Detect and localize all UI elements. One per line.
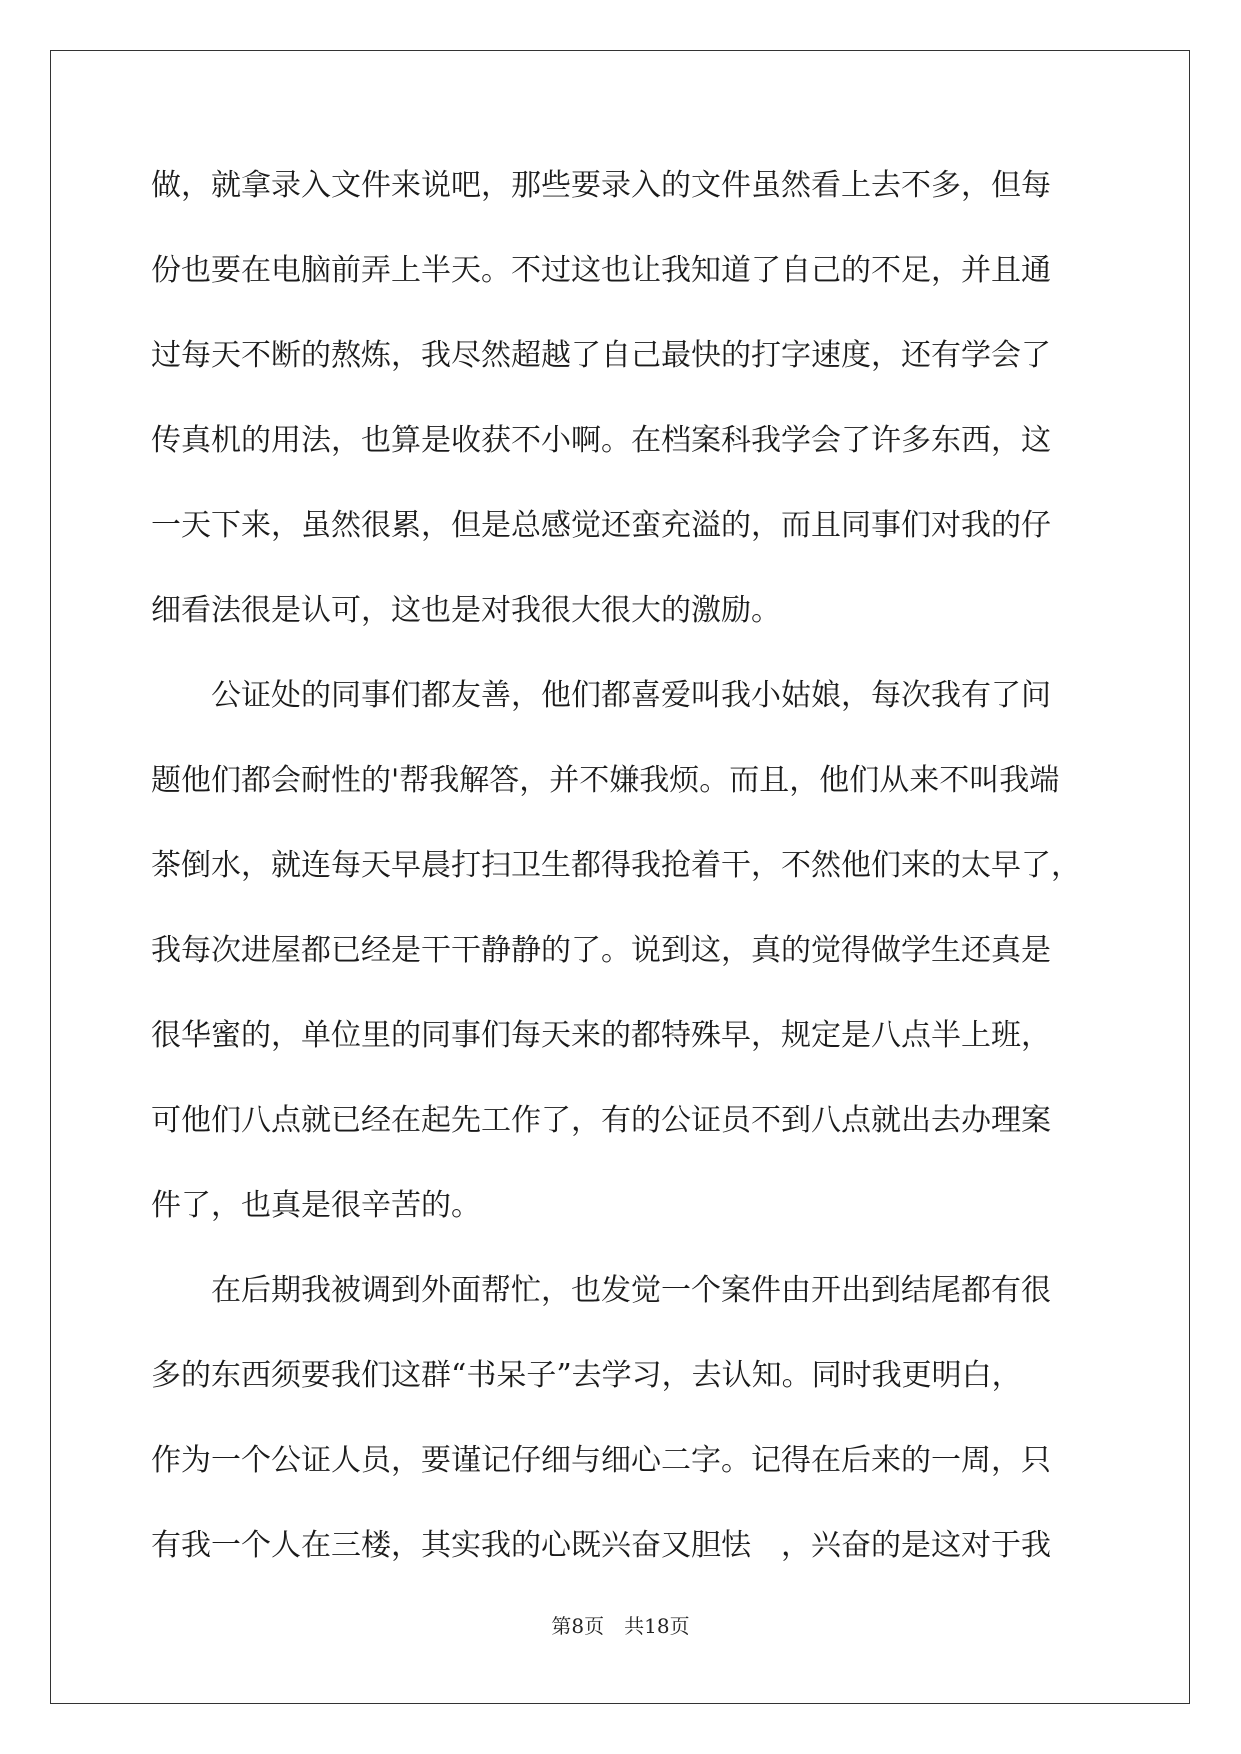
text-line: 题他们都会耐性的'帮我解答，并不嫌我烦。而且，他们从来不叫我端 — [151, 763, 1060, 798]
text-line: 传真机的用法，也算是收获不小啊。在档案科我学会了许多东西，这 — [151, 423, 1051, 458]
paragraph-first-line: 公证处的同事们都友善，他们都喜爱叫我小姑娘，每次我有了问 — [211, 678, 1051, 713]
text-line: 茶倒水，就连每天早晨打扫卫生都得我抢着干，不然他们来的太早了， — [151, 848, 1081, 883]
text-line: 做，就拿录入文件来说吧，那些要录入的文件虽然看上去不多，但每 — [151, 168, 1051, 203]
text-line: 多的东西须要我们这群“书呆子”去学习，去认知。同时我更明白， — [151, 1358, 1022, 1393]
text-line: 过每天不断的熬炼，我尽然超越了自己最快的打字速度，还有学会了 — [151, 338, 1051, 373]
text-line: 一天下来，虽然很累，但是总感觉还蛮充溢的，而且同事们对我的仔 — [151, 508, 1051, 543]
page-number-footer: 第8页 共18页 — [551, 1614, 690, 1638]
text-line: 我每次进屋都已经是干干静静的了。说到这，真的觉得做学生还真是 — [151, 933, 1051, 968]
text-line: 作为一个公证人员，要谨记仔细与细心二字。记得在后来的一周，只 — [151, 1443, 1051, 1478]
text-line: 很华蜜的，单位里的同事们每天来的都特殊早，规定是八点半上班， — [151, 1018, 1051, 1053]
text-line: 可他们八点就已经在起先工作了，有的公证员不到八点就出去办理案 — [151, 1103, 1051, 1138]
document-body — [151, 161, 1101, 1606]
text-line: 件了，也真是很辛苦的。 — [151, 1188, 481, 1223]
text-line: 有我一个人在三楼，其实我的心既兴奋又胆怯 ，兴奋的是这对于我 — [151, 1528, 1051, 1563]
text-line: 细看法很是认可，这也是对我很大很大的激励。 — [151, 593, 781, 628]
text-line: 份也要在电脑前弄上半天。不过这也让我知道了自己的不足，并且通 — [151, 253, 1051, 288]
paragraph-first-line: 在后期我被调到外面帮忙，也发觉一个案件由开出到结尾都有很 — [211, 1273, 1051, 1308]
